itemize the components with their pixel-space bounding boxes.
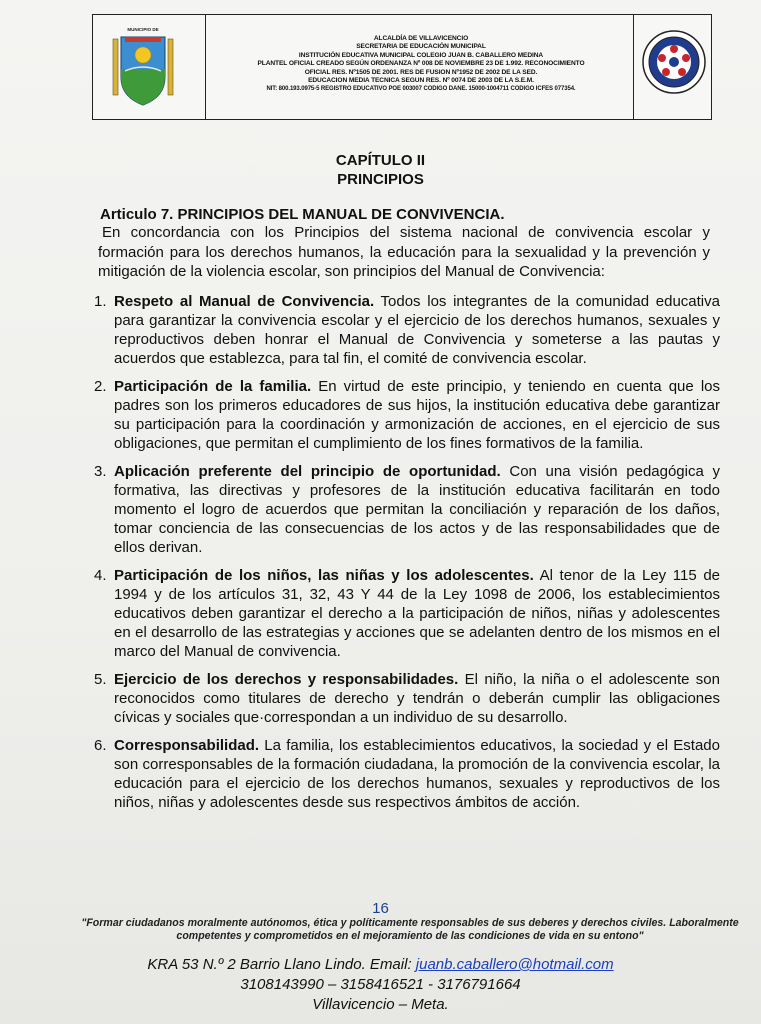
school-seal-logo [641, 29, 707, 95]
letterhead-line: PLANTEL OFICIAL CREADO SEGÚN ORDENANZA Nº 008 DE NOVIEMBRE 23 DE 1.992. RECONOCIMIENTO [257, 60, 585, 68]
principle-text: El niño, la niña o el adolescente son reconocidos como titulares de derecho y tendrán o deberán cumplir las obligaciones cívicas y sociales que·correspondan a un individuo de su desarrollo. [114, 671, 720, 726]
list-number: 2. [94, 378, 107, 395]
letterhead-divider [633, 15, 634, 119]
list-number: 6. [94, 737, 107, 754]
article-title: Articulo 7. PRINCIPIOS DEL MANUAL DE CONVIVENCIA. [100, 206, 505, 223]
list-item [94, 670, 720, 727]
principle-title: Respeto al Manual de Convivencia. [114, 293, 375, 310]
principle-title: Aplicación preferente del principio de oportunidad. [114, 463, 501, 480]
principle-title: Ejercicio de los derechos y responsabilidades. [114, 671, 459, 688]
email-link[interactable]: juanb.caballero@hotmail.com [415, 956, 614, 973]
letterhead-line: SECRETARIA DE EDUCACIÓN MUNICIPAL [356, 43, 486, 51]
footer-motto [40, 917, 761, 943]
list-item [94, 736, 720, 812]
list-item [94, 377, 720, 453]
list-number: 1. [94, 293, 107, 310]
list-number: 3. [94, 463, 107, 480]
municipality-shield-logo [109, 25, 177, 107]
chapter-number: CAPÍTULO II [335, 152, 426, 169]
letterhead-line: EDUCACION MEDIA TECNICA SEGUN RES. Nº 0074 DE 2003 DE LA S.E.M. [308, 77, 534, 85]
principle-text: Todos los integrantes de la comunidad educativa para garantizar la convivencia escolar y el ejercicio de los derechos humanos, sexuales y reproductivos deben honrar el Manual de Convivencia y someterse a las pautas y acuerdos que establezca, para tal fin, el comité de convivencia escolar. [114, 293, 720, 367]
principle-title: Corresponsabilidad. [114, 737, 260, 754]
principle-title: Participación de la familia. [114, 378, 312, 395]
footer-phones: 3108143990 – 3158416521 - 3176791664 [240, 976, 521, 993]
article-intro: En concordancia con los Principios del sistema nacional de convivencia escolar y formación para los derechos humanos, la educación para la sexualidad y la prevención y mitigación de la violencia escolar, son principios del Manual de Convivencia: [98, 224, 710, 281]
letterhead-line: ALCALDÍA DE VILLAVICENCIO [373, 35, 469, 42]
footer-city: Villavicencio – Meta. [312, 996, 449, 1013]
letterhead [92, 14, 712, 120]
letterhead-text [211, 35, 631, 94]
principle-text: En virtud de este principio, y teniendo en cuenta que los padres son los primeros educadores de sus hijos, la institución educativa debe garantizar su participación para la coordinación y armonización de acciones, en el ejercicio de sus obligaciones, que permitan el cumplimiento de los fines formativos de la familia. [114, 378, 720, 452]
address-text: KRA 53 N.º 2 Barrio Llano Lindo. Email: [147, 956, 416, 973]
principle-text: Al tenor de la Ley 115 de 1994 y de los artículos 31, 32, 43 Y 44 de la Ley 1098 de 2006, los establecimientos educativos deben garantizar el derecho a la participación de niños, niñas y adolescentes en el desarrollo de las estrategias y acciones que se adelanten dentro de los mismos en el marco del Manual de convivencia. [114, 567, 721, 660]
motto-line: competentes y comprometidos en el mejoramiento de las condiciones de vida en su entono" [176, 930, 644, 942]
principle-text: Con una visión pedagógica y formativa, las directivas y profesores de la institución educativa facilitarán en todo momento el logro de acuerdos que permitan la conciliación y reparación de los daños, tomar conciencia de las consecuencias de los actos y de las responsabilidades que de ellos derivan. [114, 463, 720, 556]
principle-title: Participación de los niños, las niñas y los adolescentes. [114, 567, 534, 584]
list-item [94, 462, 720, 557]
list-number: 4. [94, 567, 107, 584]
page-number: 16 [372, 900, 389, 917]
svg-text:MUNICIPIO DE: MUNICIPIO DE [127, 27, 159, 32]
list-item [94, 566, 720, 661]
letterhead-line: OFICIAL RES. Nº1505 DE 2001. RES DE FUSION Nº1952 DE 2002 DE LA SED. [304, 68, 538, 76]
list-number: 5. [94, 671, 107, 688]
chapter-title: PRINCIPIOS [337, 171, 424, 188]
footer-address [0, 955, 761, 975]
letterhead-line: NIT: 800.193.0975-5 REGISTRO EDUCATIVO POE 003007 CODIGO DANE. 15000-1004711 CODIGO ICFES 077354. [266, 86, 576, 93]
motto-line: "Formar ciudadanos moralmente autónomos, ética y políticamente responsables de sus deberes y derechos civiles. Laboralmente [81, 917, 739, 929]
letterhead-divider [205, 15, 206, 119]
principle-text: La familia, los establecimientos educativos, la sociedad y el Estado son corresponsables de la formación ciudadana, la promoción de la convivencia escolar, la educación para el ejercicio de los derechos humanos, sexuales y reproductivos de los niños, niñas y adolescentes desde sus respectivos ámbitos de acción. [114, 737, 720, 811]
list-item [94, 292, 720, 368]
letterhead-line: INSTITUCIÓN EDUCATIVA MUNICIPAL COLEGIO JUAN B. CABALLERO MEDINA [298, 51, 544, 59]
principles-list [94, 292, 720, 821]
